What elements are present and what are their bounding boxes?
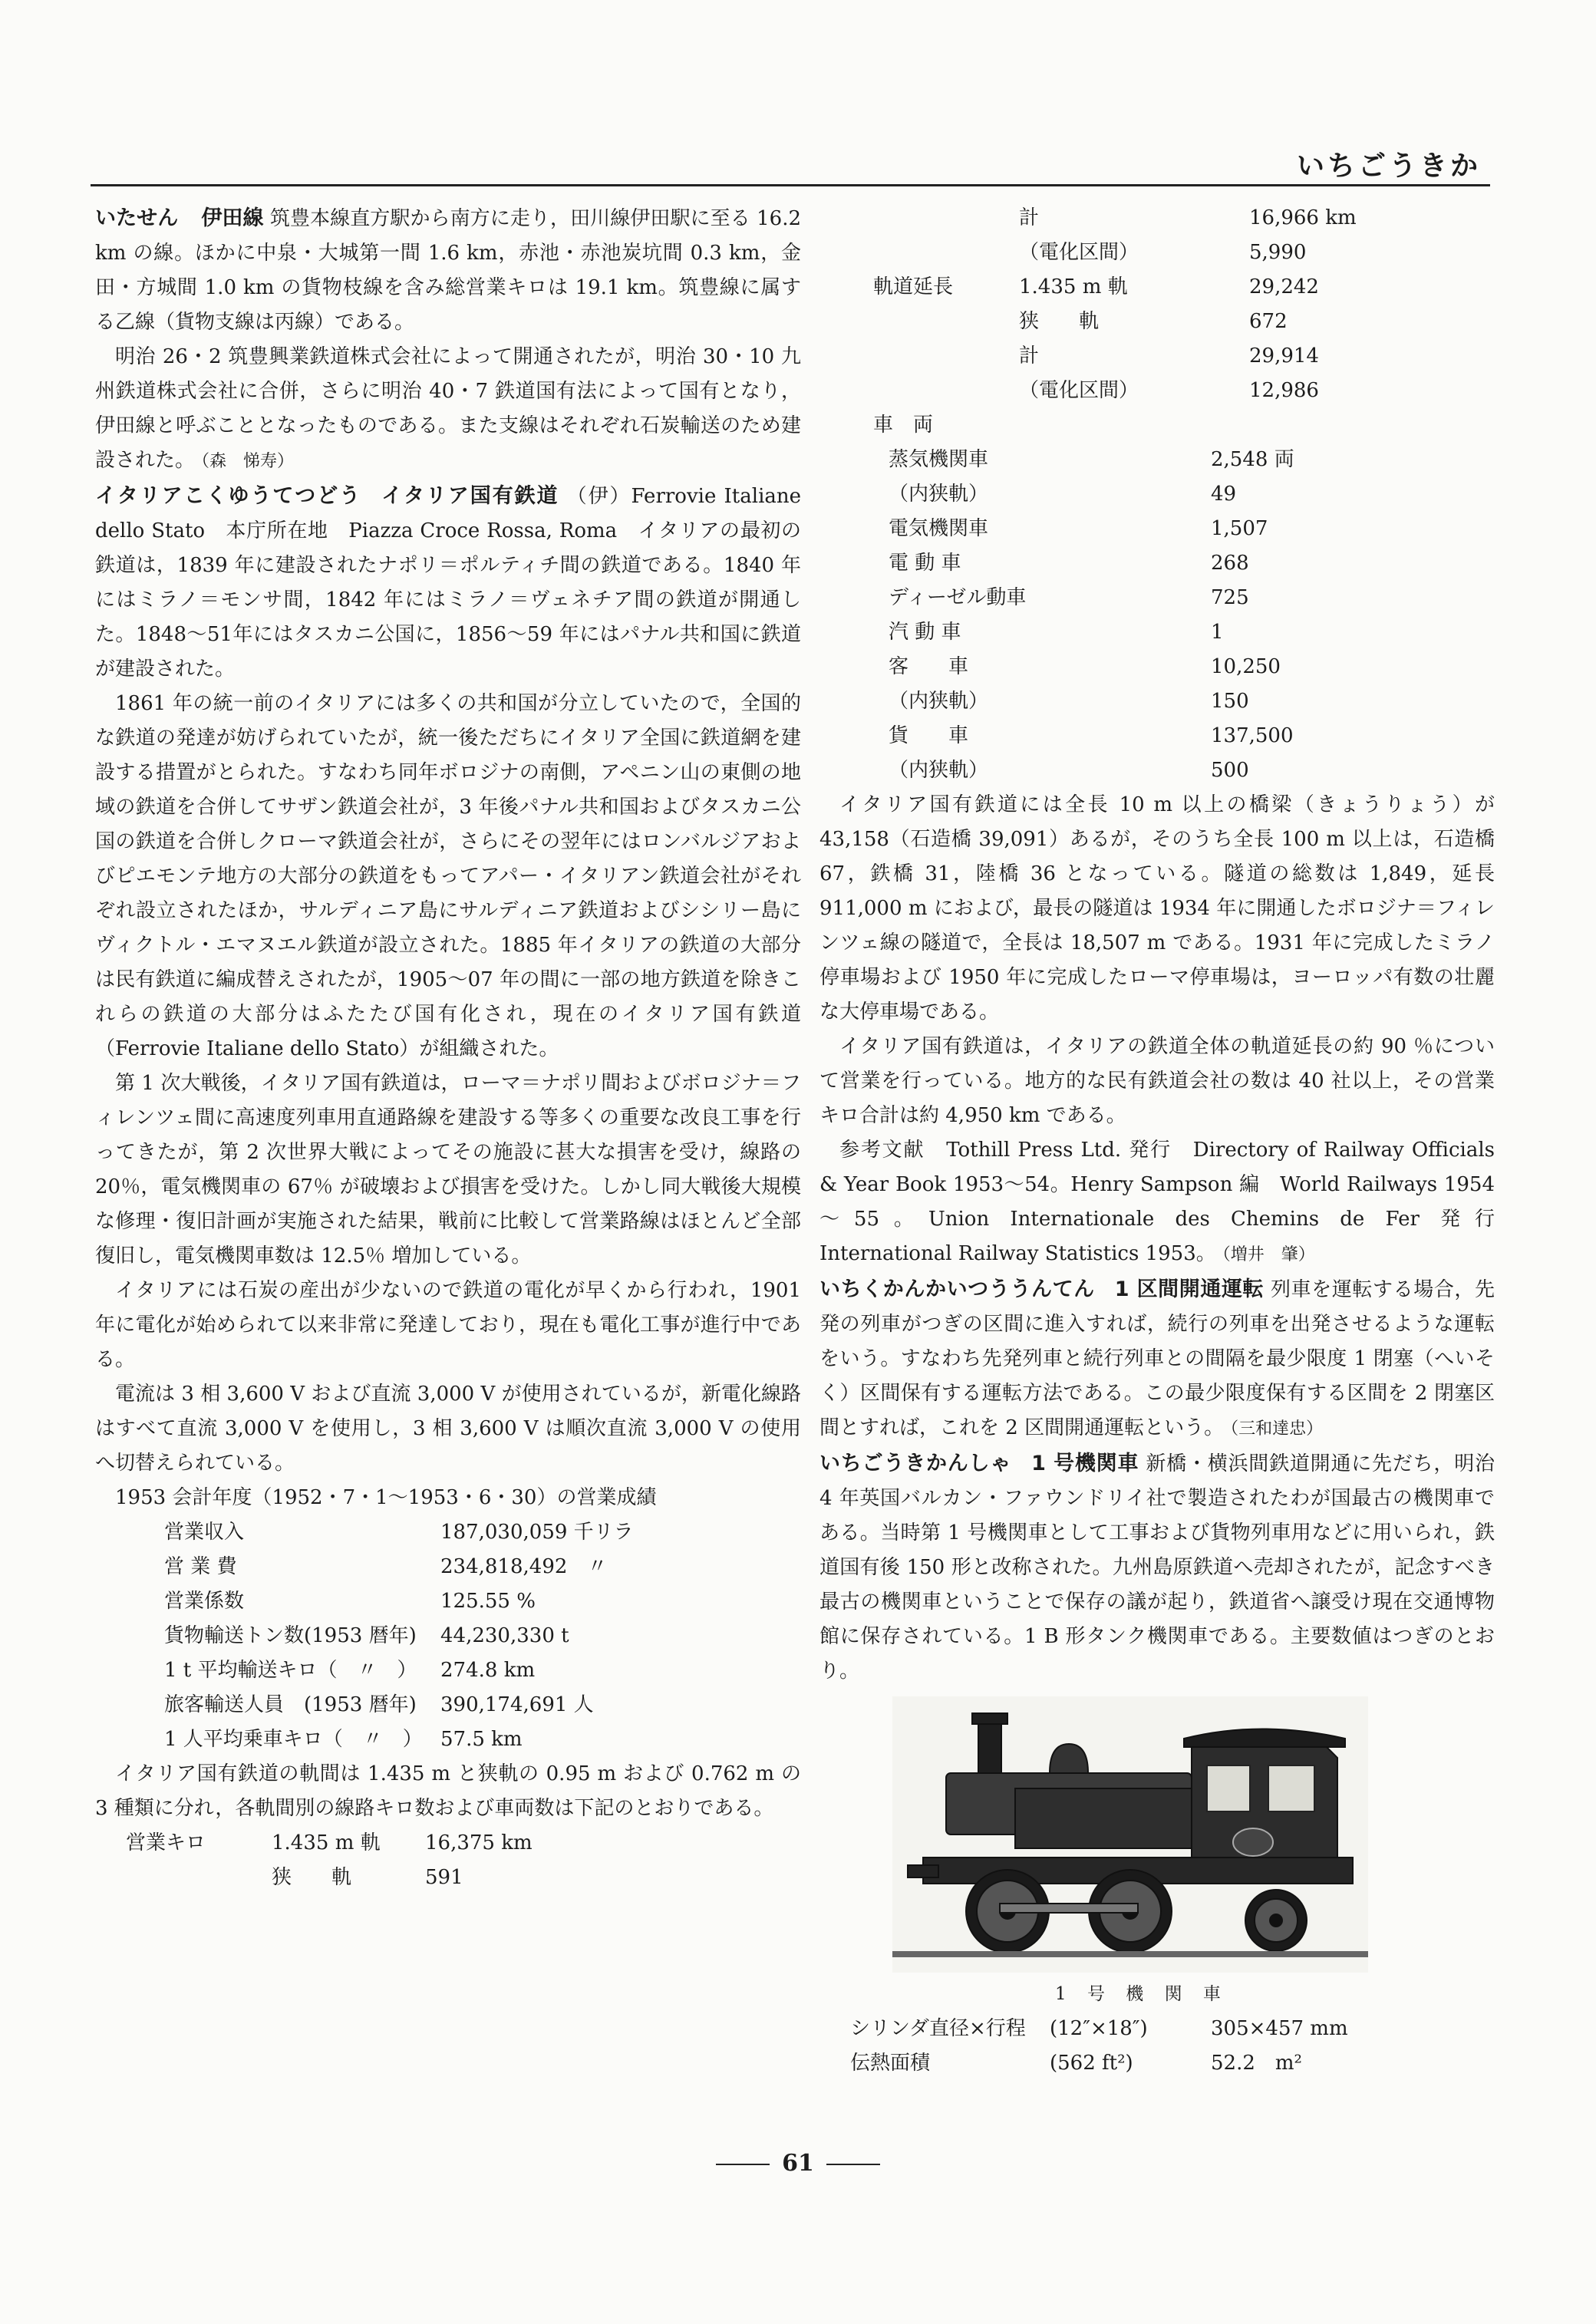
entry-text: 列車を運転する場合，先発の列車がつぎの区間に進入すれば，続行の列車を出発させるような運転をいう。すなわち先発列車と続行列車との間隔を最少限度 1 閉塞（へいそく）区間保有する運転方法である。この最少限度保有する区間を 2 閉塞区間とすれば，これを 2 区間開通運転という。 (819, 1278, 1495, 1439)
header-rule (91, 184, 1490, 186)
table-row: （電化区間） 5,990 (1019, 241, 1307, 264)
references: 参考文献 Tothill Press Ltd. 発行 Directory of Railway Officials & Year Book 1953～54。Henry Sampson 編 World Railways 1954～55。Union Internationale des Chemins de Fer 発行 International Railway Statistics 1953。 （増井 肇） (819, 1139, 1515, 1265)
entry-ichigo-kikansha (819, 1446, 1495, 1689)
entry-text: （伊）Ferrovie Italiane dello Stato 本庁所在地 Piazza Croce Rossa, Roma イタリアの最初の鉄道は，1839 年に建設されたナポリ＝ポルティチ間の鉄道である。1840 年にはミラノ＝モンサ間，1842 年にはミラノ＝ヴェネチア間の鉄道が開通した。1848～51年にはタスカニ公国に，1856～59 年にはパナル共和国に鉄道が建設された。 (95, 485, 802, 681)
entry-paragraph: 明治 26・2 筑豊興業鉄道株式会社によって開通されたが，明治 30・10 九州鉄道株式会社に合併，さらに明治 40・7 鉄道国有法によって国有となり，伊田線と呼ぶこととなったものである。また支線はそれぞれ石炭輸送のため建設された。 （森 悌寿） (95, 345, 801, 472)
table-row: 伝熱面積 (562 ft²) 52.2 m² (850, 2052, 1302, 2075)
vehicles-header: 車 両 (873, 414, 934, 437)
table-row: 蒸気機関車 2,548 両 (889, 448, 1294, 471)
entry-itasen (95, 201, 801, 340)
table-row: 1 人平均乗車キロ（ 〃 ） 57.5 km (164, 1728, 523, 1751)
vehicles-table (858, 443, 1495, 788)
entry-headword: いたせん 伊田線 (95, 206, 264, 230)
entry-paragraph: 1953 会計年度（1952・7・1～1953・6・30）の営業成績 (115, 1486, 657, 1509)
entry-italia-kokuyu-tetsudo (95, 479, 801, 687)
table-row: （内狭軌） 150 (889, 690, 1249, 713)
table-row: 狭 軌 591 (272, 1866, 463, 1889)
table-row: 1 t 平均輸送キロ（ 〃 ） 274.8 km (164, 1659, 536, 1682)
photo-caption: 1 号 機 関 車 (1055, 1984, 1228, 2004)
right-column (819, 201, 1515, 2081)
table-row: 汽 動 車 1 (889, 621, 1224, 644)
table-row: 狭 軌 672 (1019, 310, 1288, 333)
operating-results-table (95, 1515, 801, 1757)
table-row: （内狭軌） 49 (889, 483, 1237, 506)
table-row: 計 16,966 km (1019, 206, 1357, 229)
entry-paragraph: イタリア国有鉄道には全長 10 m 以上の橋梁（きょうりょう）が 43,158（石造橋 39,091）あるが，そのうち全長 100 m 以上は，石造橋 67，鉄橋 31，陸橋 36 となっている。隧道の総数は 1,849，延長 911,000 m におよび，最長の隧道は 1934 年に開通したボロジナ＝フィレンツェ線の隧道で，全長は 18,507 m である。1931 年に完成したミラノ停車場および 1950 年に完成したローマ停車場は，ヨーロッパ有数の壮麗な大停車場である。 (819, 793, 1495, 1024)
locomotive-photo (892, 1696, 1368, 1973)
entry-paragraph: 電流は 3 相 3,600 V および直流 3,000 V が使用されているが，新電化線路はすべて直流 3,000 V を使用し，3 相 3,600 V は順次直流 3,000 V の使用へ切替えられている。 (95, 1383, 801, 1475)
locomotive-specs-table (819, 2012, 1495, 2081)
folio-dash-right (826, 2164, 880, 2165)
table-row: 旅客輸送人員 (1953 暦年) 390,174,691 人 (164, 1693, 594, 1716)
table-row: 軌道延長 1.435 m 軌 29,242 (873, 275, 1319, 298)
gauge-table-part1 (126, 1826, 801, 1895)
entry-headword: いちごうきかんしゃ 1 号機関車 (819, 1452, 1139, 1475)
entry-paragraph: 1861 年の統一前のイタリアには多くの共和国が分立していたので，全国的な鉄道の発達が妨げられていたが，統一後ただちにイタリア全国に鉄道網を建設する措置がとられた。すなわち同年ボロジナの南側，アペニン山の東側の地域の鉄道を合併してサザン鉄道会社が，3 年後パナル共和国およびタスカニ公国の鉄道を合併しクローマ鉄道会社が，さらにその翌年にはロンバルジアおよびピエモンテ地方の大部分の鉄道をもってアパー・イタリアン鉄道会社がそれぞれ設立されたほか，サルディニア島にサルディニア鉄道およびシシリー島にヴィクトル・エマヌエル鉄道が設立された。1885 年イタリアの鉄道の大部分は民有鉄道に編成替えされたが，1905～07 年の間に一部の地方鉄道を除きこれらの鉄道の大部分はふたたび国有化され，現在のイタリア国有鉄道（Ferrovie Italiane dello Stato）が組織された。 (95, 692, 801, 1060)
gauge-table-part2 (873, 201, 1495, 408)
entry-paragraph: イタリア国有鉄道は，イタリアの鉄道全体の軌道延長の約 90 ％について営業を行っている。地方的な民有鉄道会社の数は 40 社以上，その営業キロ合計は約 4,950 km である。 (819, 1035, 1495, 1127)
table-row: 営業収入 187,030,059 千リラ (164, 1521, 634, 1544)
table-row: （内狭軌） 500 (889, 759, 1249, 782)
table-row: 営業キロ 1.435 m 軌 16,375 km (126, 1831, 533, 1854)
table-row: 貨物輸送トン数(1953 暦年) 44,230,330 t (164, 1624, 569, 1647)
entry-ichikukan-kaitsu-unten (819, 1272, 1495, 1446)
entry-headword: イタリアこくゆうてつどう イタリア国有鉄道 (95, 484, 559, 508)
entry-author: （増井 肇） (1222, 1245, 1315, 1264)
table-row: 客 車 10,250 (889, 655, 1281, 678)
page-number: 61 (0, 2150, 1596, 2177)
entry-headword: いちくかんかいつううんてん 1 区間開通運転 (819, 1277, 1265, 1301)
table-row: 電 動 車 268 (889, 552, 1249, 575)
folio-dash-left (716, 2164, 770, 2165)
table-row: ディーゼル動車 725 (889, 586, 1249, 609)
table-row: 営 業 費 234,818,492 〃 (164, 1555, 608, 1578)
entry-author: （三和達忠） (1230, 1419, 1324, 1439)
entry-paragraph: イタリア国有鉄道の軌間は 1.435 m と狭軌の 0.95 m および 0.762 m の 3 種類に分れ，各軌間別の線路キロ数および車両数は下記のとおりである。 (95, 1762, 801, 1820)
table-row: 営業係数 125.55 % (164, 1590, 536, 1613)
running-head: いちごうきか (1296, 150, 1481, 182)
table-row: シリンダ直径×行程 (12″×18″) 305×457 mm (850, 2017, 1348, 2040)
entry-author: （森 悌寿） (201, 452, 295, 471)
table-row: （電化区間） 12,986 (1019, 379, 1319, 402)
entry-text: 新橋・横浜間鉄道開通に先だち，明治 4 年英国バルカン・ファウンドリイ社で製造されたわが国最古の機関車である。当時第 1 号機関車として工事および貨物列車用などに用いられ，鉄道国有後 150 形と改称された。九州島原鉄道へ売却されたが，記念すべき最古の機関車ということで保存の議が起り，鉄道省へ譲受け現在交通博物館に保存されている。1 B 形タンク機関車である。主要数値はつぎのとおり。 (819, 1452, 1495, 1683)
table-row: 電気機関車 1,507 (889, 517, 1268, 540)
table-row: 貨 車 137,500 (889, 724, 1294, 747)
entry-paragraph: イタリアには石炭の産出が少ないので鉄道の電化が早くから行われ，1901 年に電化が始められて以来非常に発達しており，現在も電化工事が進行中である。 (95, 1279, 801, 1371)
entry-paragraph: 第 1 次大戦後，イタリア国有鉄道は，ローマ＝ナポリ間およびボロジナ＝フィレンツェ間に高速度列車用直通路線を建設する等多くの重要な改良工事を行ってきたが，第 2 次世界大戦によってその施設に甚大な損害を受け，線路の 20％，電気機関車の 67％ が破壊および損害を受けた。しかし同大戦後大規模な修理・復旧計画が実施された結果，戦前に比較して営業路線はほとんど全部復旧し，電気機関車数は 12.5％ 増加している。 (95, 1072, 801, 1267)
left-column (95, 201, 801, 1895)
entry-text: 筑豊本線直方駅から南方に走り，田川線伊田駅に至る 16.2 km の線。ほかに中泉・大城第一間 1.6 km，赤池・赤池炭坑間 0.3 km，金田・方城間 1.0 km の貨物枝線を含み総営業キロは 19.1 km。筑豊線に属する乙線（貨物支線は丙線）である。 (95, 207, 801, 334)
table-row: 計 29,914 (1019, 344, 1319, 368)
